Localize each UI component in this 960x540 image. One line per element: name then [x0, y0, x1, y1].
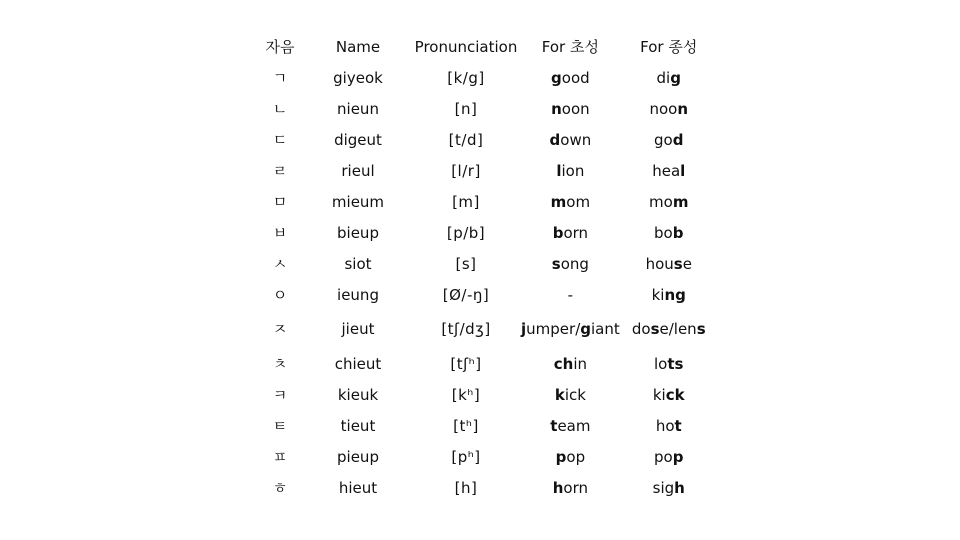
- table-row: [255, 348, 718, 379]
- example-text: di: [656, 68, 671, 87]
- highlighted-letters: n: [551, 99, 562, 118]
- pronunciation: [h]: [454, 478, 478, 497]
- consonant-letter: ㅊ: [272, 354, 288, 373]
- final-example: [620, 441, 718, 472]
- pronunciation: [Ø/-ŋ]: [442, 285, 490, 304]
- highlighted-letters: m: [550, 192, 567, 211]
- consonant-name: ieung: [337, 285, 379, 304]
- highlighted-letters: d: [549, 130, 561, 149]
- example-text: om: [566, 192, 591, 211]
- pronunciation: [s]: [455, 254, 477, 273]
- highlighted-letters: d: [672, 130, 684, 149]
- final-example: [620, 348, 718, 379]
- example-text: ho: [655, 416, 675, 435]
- pronunciation: [tʰ]: [453, 416, 479, 435]
- initial-example: [521, 410, 620, 441]
- highlighted-letters: n: [677, 99, 689, 118]
- final-example: [620, 124, 718, 155]
- highlighted-letters: s: [673, 254, 683, 273]
- initial-example: [521, 124, 620, 155]
- final-example: [620, 410, 718, 441]
- highlighted-letters: g: [551, 68, 562, 87]
- highlighted-letters: b: [672, 223, 684, 242]
- initial-example: [521, 310, 620, 348]
- initial-example: [521, 279, 620, 310]
- example-text: ki: [652, 385, 666, 404]
- highlighted-letters: k: [554, 385, 565, 404]
- initial-example: [521, 93, 620, 124]
- header-consonant: 자음: [265, 37, 295, 56]
- table-row: [255, 248, 718, 279]
- final-example: [620, 379, 718, 410]
- highlighted-letters: h: [674, 478, 685, 497]
- consonant-letter: ㅎ: [272, 478, 288, 497]
- initial-example: [521, 155, 620, 186]
- initial-example: [521, 472, 620, 503]
- highlighted-letters: g: [670, 68, 681, 87]
- consonant-name: pieup: [337, 447, 379, 466]
- table-header: [255, 31, 718, 62]
- header-pronunciation: Pronunciation: [414, 37, 518, 56]
- pronunciation: [t/d]: [448, 130, 484, 149]
- header-name: Name: [335, 37, 381, 56]
- table-row: [255, 410, 718, 441]
- example-text: go: [654, 130, 673, 149]
- final-example: [620, 279, 718, 310]
- example-text: bo: [654, 223, 673, 242]
- example-text: eam: [557, 416, 591, 435]
- final-example: [620, 310, 718, 348]
- pronunciation: [n]: [454, 99, 478, 118]
- consonant-name: kieuk: [337, 385, 379, 404]
- highlighted-letters: j: [521, 320, 527, 338]
- final-example: [620, 186, 718, 217]
- consonant-name: hieut: [338, 478, 378, 497]
- table-row: [255, 379, 718, 410]
- consonant-table: [255, 31, 718, 503]
- pronunciation: [pʰ]: [451, 447, 481, 466]
- table-row: [255, 93, 718, 124]
- highlighted-letters: s: [696, 320, 706, 338]
- consonant-letter: ㅁ: [272, 192, 288, 211]
- example-text: e: [682, 254, 692, 273]
- highlighted-letters: t: [674, 416, 682, 435]
- consonant-name: nieun: [337, 99, 379, 118]
- example-text: -: [567, 285, 574, 304]
- example-text: ion: [561, 161, 585, 180]
- consonant-name: siot: [344, 254, 372, 273]
- final-example: [620, 93, 718, 124]
- consonant-letter: ㅂ: [272, 223, 288, 242]
- highlighted-letters: s: [650, 320, 660, 338]
- highlighted-letters: t: [550, 416, 558, 435]
- pronunciation: [tʃ/dʒ]: [441, 320, 491, 338]
- highlighted-letters: l: [556, 161, 562, 180]
- consonant-name: jieut: [341, 320, 375, 338]
- highlighted-letters: ng: [664, 285, 686, 304]
- highlighted-letters: s: [551, 254, 561, 273]
- example-text: in: [573, 354, 587, 373]
- initial-example: [521, 62, 620, 93]
- example-text: hea: [652, 161, 681, 180]
- highlighted-letters: b: [552, 223, 564, 242]
- example-text: orn: [563, 223, 589, 242]
- table-row: [255, 217, 718, 248]
- example-text: ong: [560, 254, 589, 273]
- pronunciation: [k/g]: [447, 68, 485, 87]
- final-example: [620, 155, 718, 186]
- consonant-name: chieut: [334, 354, 382, 373]
- consonant-letter: ㅍ: [272, 447, 288, 466]
- table-row: [255, 441, 718, 472]
- header-final-example: For 종성: [640, 37, 698, 56]
- consonant-name: rieul: [341, 161, 375, 180]
- initial-example: [521, 186, 620, 217]
- pronunciation: [tʃʰ]: [450, 354, 482, 373]
- table-row: [255, 186, 718, 217]
- consonant-letter: ㄱ: [272, 68, 288, 87]
- consonant-letter: ㄹ: [272, 161, 288, 180]
- example-text: oon: [561, 99, 590, 118]
- initial-example: [521, 379, 620, 410]
- pronunciation: [kʰ]: [451, 385, 481, 404]
- table-row: [255, 155, 718, 186]
- consonant-letter: ㄴ: [272, 99, 288, 118]
- consonant-name: giyeok: [333, 68, 383, 87]
- header-row: [255, 31, 718, 62]
- highlighted-letters: ch: [553, 354, 574, 373]
- consonant-letter: ㄷ: [272, 130, 288, 149]
- initial-example: [521, 441, 620, 472]
- pronunciation: [p/b]: [446, 223, 486, 242]
- initial-example: [521, 248, 620, 279]
- table-row: [255, 124, 718, 155]
- header-initial-example: For 초성: [541, 37, 599, 56]
- highlighted-letters: h: [552, 478, 564, 497]
- consonant-name: bieup: [337, 223, 379, 242]
- example-text: iant: [591, 320, 620, 338]
- consonant-name: tieut: [340, 416, 376, 435]
- highlighted-letters: m: [672, 192, 689, 211]
- pronunciation: [l/r]: [451, 161, 481, 180]
- example-text: sig: [652, 478, 675, 497]
- example-text: po: [654, 447, 673, 466]
- highlighted-letters: g: [580, 320, 591, 338]
- highlighted-letters: p: [672, 447, 684, 466]
- table-row: [255, 472, 718, 503]
- final-example: [620, 217, 718, 248]
- pronunciation: [m]: [452, 192, 480, 211]
- consonant-letter: ㅅ: [272, 254, 288, 273]
- example-text: do: [631, 320, 651, 338]
- example-text: ood: [561, 68, 590, 87]
- example-text: umper/: [526, 320, 581, 338]
- example-text: lo: [654, 354, 668, 373]
- table-row: [255, 279, 718, 310]
- consonant-letter: ㅈ: [272, 320, 288, 338]
- consonant-letter: ㅋ: [272, 385, 288, 404]
- consonant-name: mieum: [331, 192, 385, 211]
- example-text: ick: [564, 385, 586, 404]
- example-text: noo: [649, 99, 678, 118]
- consonant-letter: ㅇ: [272, 285, 288, 304]
- example-text: hou: [645, 254, 674, 273]
- final-example: [620, 248, 718, 279]
- highlighted-letters: p: [555, 447, 567, 466]
- table-row: [255, 62, 718, 93]
- example-text: own: [560, 130, 592, 149]
- highlighted-letters: ck: [665, 385, 685, 404]
- table-row: [255, 310, 718, 348]
- highlighted-letters: l: [680, 161, 686, 180]
- initial-example: [521, 348, 620, 379]
- example-text: ki: [651, 285, 665, 304]
- table-body: [255, 62, 718, 503]
- example-text: op: [566, 447, 586, 466]
- example-text: e/len: [659, 320, 697, 338]
- consonant-name: digeut: [334, 130, 382, 149]
- example-text: orn: [563, 478, 589, 497]
- highlighted-letters: ts: [667, 354, 684, 373]
- final-example: [620, 472, 718, 503]
- initial-example: [521, 217, 620, 248]
- example-text: mo: [649, 192, 673, 211]
- consonant-letter: ㅌ: [272, 416, 288, 435]
- final-example: [620, 62, 718, 93]
